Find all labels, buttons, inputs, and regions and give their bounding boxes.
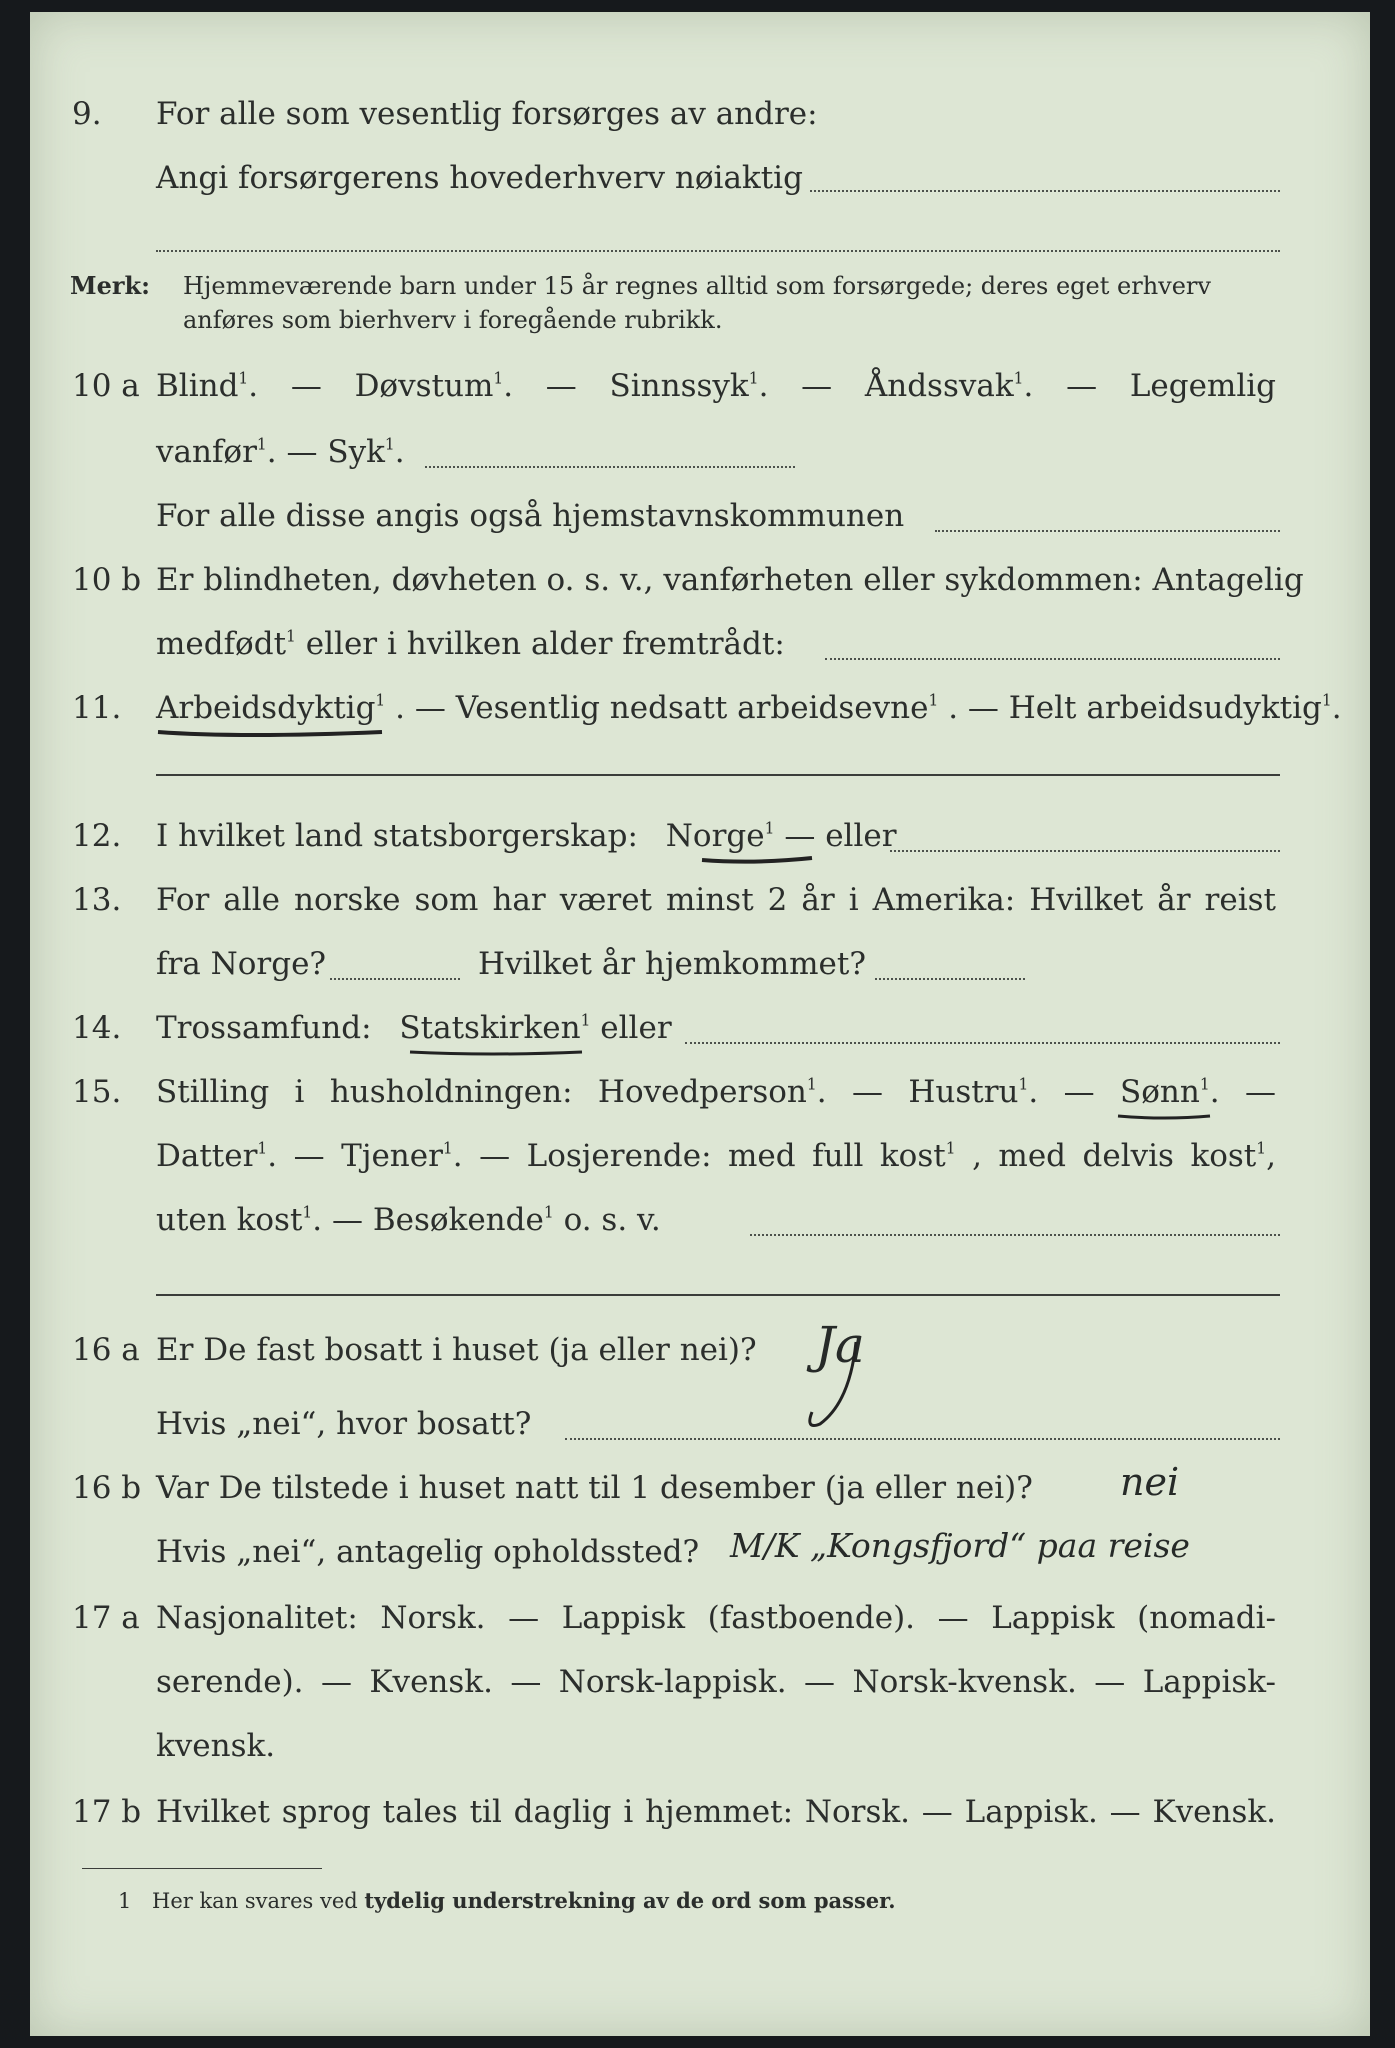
q9-row-2 xyxy=(30,156,1370,200)
underline-sonn xyxy=(1118,1116,1210,1118)
merk-label: Merk: xyxy=(70,271,150,300)
option-vanfor[interactable]: vanfør$^1$. xyxy=(156,434,277,470)
q10b-line-2: medfødt$^1$ eller i hvilken alder fremtrådt: xyxy=(156,626,785,662)
q9-line-1: For alle som vesentlig forsørges av andre: xyxy=(156,96,818,132)
q15-row-1 xyxy=(30,1070,1370,1114)
q16b-handwritten-answer-2[interactable]: M/K „Kongsfjord“ paa reise xyxy=(730,1526,1190,1565)
q16a-row-1 xyxy=(30,1316,1370,1374)
option-tjener[interactable]: — Tjener$^1$. xyxy=(293,1138,463,1174)
underline-arbeidsdyktig xyxy=(158,732,382,735)
q16b-row-2 xyxy=(30,1526,1370,1574)
q17b-row xyxy=(30,1790,1370,1834)
option-vesentlig-nedsatt[interactable]: . — Vesentlig nedsatt arbeidsevne$^1$ xyxy=(395,690,939,726)
q11-line xyxy=(156,686,1342,730)
q10a-line-1 xyxy=(156,364,1276,408)
q15-line-3: uten kost$^1$. — Besøkende$^1$ o. s. v. xyxy=(156,1202,661,1238)
q10a-number: 10 a xyxy=(72,368,140,404)
q10a-line-3: For alle disse angis også hjemstavnskommunen xyxy=(156,498,905,534)
q15-line-2: Datter$^1$. — Tjener$^1$. — Losjerende: med full kost$^1$ , med delvis kost$^1$, xyxy=(156,1138,1276,1174)
q14-answer-line[interactable] xyxy=(685,1042,1280,1044)
merk-line-1: Hjemmeværende barn under 15 år regnes alltid som forsørgede; deres eget erhverv xyxy=(183,272,1211,300)
census-form-page xyxy=(30,12,1370,2036)
q9-line-2: Angi forsørgerens hovederhverv nøiaktig xyxy=(156,160,803,196)
q12-row xyxy=(30,814,1370,858)
option-delvis-kost[interactable]: , med delvis kost$^1$, xyxy=(972,1138,1276,1174)
underline-norge xyxy=(702,858,812,862)
q11-row xyxy=(30,686,1370,730)
q15-row-2 xyxy=(30,1134,1370,1178)
merk-row-2 xyxy=(30,304,1370,348)
q13-row-2 xyxy=(30,942,1370,986)
option-sonn[interactable]: Sønn$^1$. xyxy=(1120,1074,1220,1110)
q9-answer-line-2[interactable] xyxy=(156,250,1280,252)
footnote-mark: 1 xyxy=(118,1889,132,1913)
q10a-row-2 xyxy=(30,430,1370,474)
q9-answer-line[interactable] xyxy=(810,190,1280,192)
option-hovedperson[interactable]: Hovedperson$^1$. xyxy=(597,1074,827,1110)
underline-statskirken xyxy=(410,1052,582,1054)
footnote-rule xyxy=(82,1868,322,1869)
q9-number: 9. xyxy=(72,96,102,132)
q12-number: 12. xyxy=(72,818,122,854)
option-datter[interactable]: Datter$^1$. xyxy=(156,1138,278,1174)
merk-line-2: anføres som bierhverv i foregående rubrikk. xyxy=(183,306,723,334)
q16b-number: 16 b xyxy=(72,1470,142,1506)
option-andssvak[interactable]: — Åndssvak$^1$. xyxy=(801,368,1034,404)
option-hustru[interactable]: — Hustru$^1$. xyxy=(851,1074,1039,1110)
option-sinnssyk[interactable]: — Sinnssyk$^1$. xyxy=(545,368,769,404)
q13-hjem-label: Hvilket år hjemkommet? xyxy=(478,946,866,982)
option-arbeidsdyktig[interactable]: Arbeidsdyktig$^1$ xyxy=(156,690,386,726)
q16b-line-1: Var De tilstede i huset natt til 1 desember (ja eller nei)? xyxy=(156,1470,1033,1506)
option-full-kost[interactable]: med full kost$^1$ xyxy=(728,1138,956,1174)
q16b-line-2: Hvis „nei“, antagelig opholdssted? xyxy=(156,1534,700,1570)
q14-number: 14. xyxy=(72,1010,122,1046)
q15-answer-line[interactable] xyxy=(750,1234,1280,1236)
q10a-line-2 xyxy=(156,430,405,474)
option-statskirken[interactable]: Statskirken$^1$ xyxy=(399,1010,591,1046)
q15-line-1: Stilling i husholdningen: Hovedperson$^1$. — Hustru$^1$. — Sønn$^1$. — xyxy=(156,1074,1276,1110)
q17a-line-3: kvensk. xyxy=(156,1728,276,1764)
q11-separator xyxy=(156,774,1280,776)
q10b-answer-line[interactable] xyxy=(825,658,1280,660)
q15-number: 15. xyxy=(72,1074,122,1110)
q17a-row-1 xyxy=(30,1596,1370,1640)
q16a-row-2 xyxy=(30,1402,1370,1446)
option-legemlig[interactable]: — Legemlig xyxy=(1066,368,1277,404)
q12-line: I hvilket land statsborgerskap: Norge$^1$ — eller xyxy=(156,818,897,854)
q10a-syk-answer-line[interactable] xyxy=(425,466,795,468)
footnote-row xyxy=(30,1886,1370,1930)
option-dovstum[interactable]: — Døvstum$^1$. xyxy=(290,368,514,404)
q17a-row-2 xyxy=(30,1660,1370,1704)
option-eller: — eller xyxy=(784,818,897,854)
q17b-line: Hvilket sprog tales til daglig i hjemmet: Norsk. — Lappisk. — Kvensk. xyxy=(156,1794,1276,1830)
q10b-number: 10 b xyxy=(72,562,142,598)
footnote-text: Her kan svares ved tydelig understrekning av de ord som passer. xyxy=(152,1888,896,1913)
q17a-row-3 xyxy=(30,1724,1370,1768)
q9-row-1 xyxy=(30,92,1370,136)
option-norge[interactable]: Norge$^1$ xyxy=(665,818,775,854)
q14-line: Trossamfund: Statskirken$^1$ eller xyxy=(156,1010,672,1046)
q13-number: 13. xyxy=(72,882,122,918)
q17a-line-1: Nasjonalitet: Norsk. — Lappisk (fastboende). — Lappisk (nomadi- xyxy=(156,1600,1276,1636)
q10a-row-1 xyxy=(30,364,1370,408)
q16a-line-2: Hvis „nei“, hvor bosatt? xyxy=(156,1406,532,1442)
q11-number: 11. xyxy=(72,690,122,726)
q12-answer-line[interactable] xyxy=(890,850,1280,852)
option-uten-kost[interactable]: uten kost$^1$. xyxy=(156,1202,323,1238)
q16a-number: 16 a xyxy=(72,1332,140,1368)
option-besokende[interactable]: — Besøkende$^1$ xyxy=(332,1202,554,1238)
option-syk[interactable]: — Syk$^1$. xyxy=(286,434,405,470)
hjemstavn-answer-line[interactable] xyxy=(935,530,1280,532)
q13-line-1: For alle norske som har været minst 2 år i Amerika: Hvilket år reist xyxy=(156,882,1276,918)
q13-hjemkommet-answer-line[interactable] xyxy=(875,978,1025,980)
q15-separator xyxy=(156,1294,1280,1296)
q16a-answer-line[interactable] xyxy=(565,1438,1280,1440)
q16a-line-1: Er De fast bosatt i huset (ja eller nei)? xyxy=(156,1332,757,1368)
q16a-handwritten-answer[interactable]: Ja xyxy=(815,1316,865,1374)
q10b-row-1 xyxy=(30,558,1370,602)
q16b-row-1 xyxy=(30,1460,1370,1510)
q13-reist-answer-line[interactable] xyxy=(330,978,460,980)
q17a-number: 17 a xyxy=(72,1600,140,1636)
q13-fra-label: fra Norge? xyxy=(156,946,327,982)
q10b-row-2 xyxy=(30,622,1370,666)
option-helt-udyktig[interactable]: . — Helt arbeidsudyktig$^1$. xyxy=(948,690,1342,726)
option-blind[interactable]: Blind$^1$. xyxy=(156,368,259,404)
q10b-line-1: Er blindheten, døvheten o. s. v., vanførheten eller sykdommen: Antagelig xyxy=(156,562,1304,598)
q13-row-1 xyxy=(30,878,1370,922)
q14-row xyxy=(30,1006,1370,1050)
q17b-number: 17 b xyxy=(72,1794,142,1830)
q17a-line-2: serende). — Kvensk. — Norsk-lappisk. — Norsk-kvensk. — Lappisk- xyxy=(156,1664,1276,1700)
q10a-row-3 xyxy=(30,494,1370,538)
option-medfodt[interactable]: medfødt$^1$ xyxy=(156,626,296,662)
q15-row-3 xyxy=(30,1198,1370,1242)
q16b-handwritten-answer-1[interactable]: nei xyxy=(1120,1460,1180,1504)
